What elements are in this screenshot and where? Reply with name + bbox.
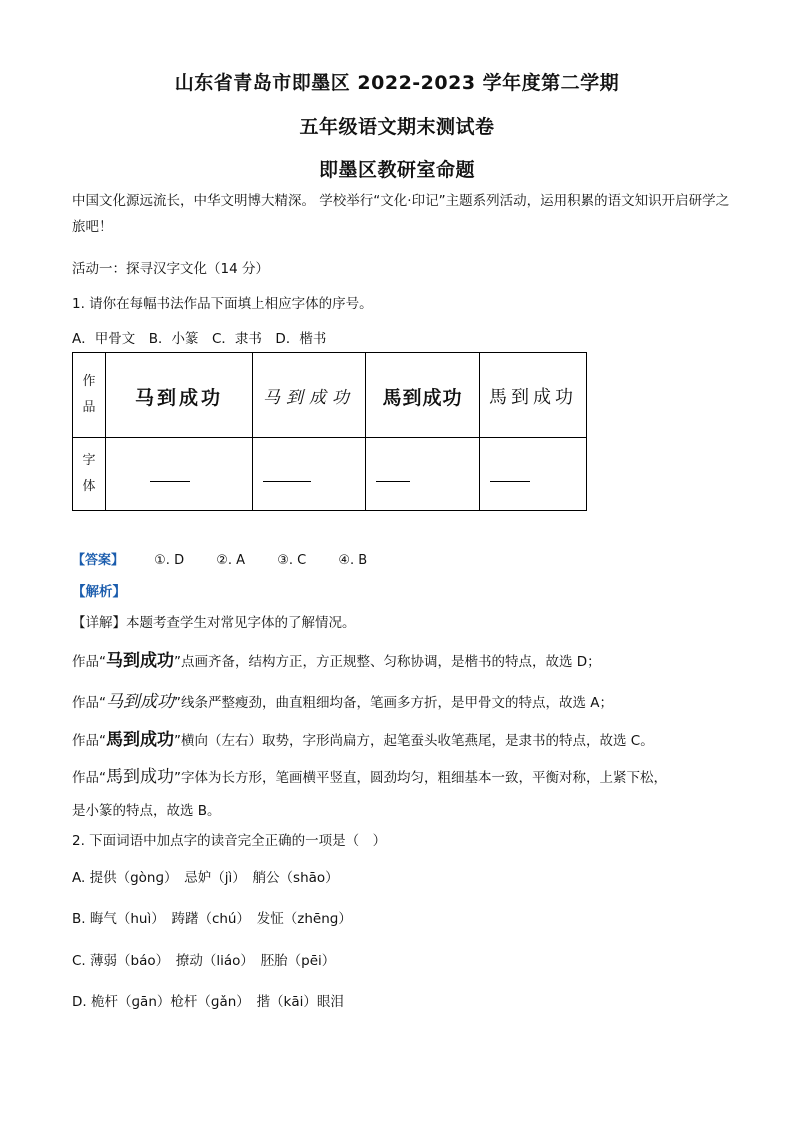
page-title: 山东省青岛市即墨区 2022-2023 学年度第二学期	[174, 72, 620, 94]
work-kaishu	[106, 353, 253, 438]
answer-blank-4[interactable]	[480, 438, 587, 511]
inline-work-1: 马到成功	[106, 651, 174, 671]
answer-blank-3[interactable]	[366, 438, 480, 511]
answer-blank-1[interactable]	[106, 438, 253, 511]
calligraphy-work-2: 马到成功	[263, 388, 355, 408]
page-subtitle: 五年级语文期末测试卷	[299, 116, 495, 138]
intro-paragraph: 中国文化源远流长，中华文明博大精深。 学校举行“文化·印记”主题系列活动，运用积累的语文知识开启研学之旅吧！	[72, 193, 730, 235]
calligraphy-work-3: 馬到成功	[382, 387, 463, 409]
activity-heading: 活动一：探寻汉字文化（14 分）	[72, 261, 269, 277]
calligraphy-work-4: 馬到成功	[489, 387, 577, 408]
answer-row	[72, 549, 367, 568]
answer-label: 【答案】	[72, 553, 125, 568]
calligraphy-work-1: 马到成功	[134, 387, 223, 409]
calligraphy-table	[72, 352, 587, 511]
inline-work-2: 马到成功	[106, 692, 174, 712]
work-jiaguwen	[253, 353, 366, 438]
answer-2: ②. A	[216, 553, 246, 568]
inline-work-4: 馬到成功	[106, 767, 174, 787]
q2-option-b: B. 晦气（huì） 踌躇（chú） 发怔（zhēnɡ）	[72, 911, 352, 927]
question-1-stem: 1. 请你在每幅书法作品下面填上相应字体的序号。	[72, 296, 373, 312]
question-2-stem: 2. 下面词语中加点字的读音完全正确的一项是（ ）	[72, 833, 387, 849]
answer-4: ④. B	[338, 553, 368, 568]
page-author: 即墨区教研室命题	[318, 159, 475, 181]
analysis-label: 【解析】	[72, 584, 126, 600]
q2-option-d: D. 桅杆（ɡān）枪杆（ɡǎn） 揩（kāi）眼泪	[72, 994, 344, 1010]
explanation-tail: 是小篆的特点，故选 B。	[72, 803, 221, 819]
table-header-works: 作 品	[73, 353, 106, 438]
work-lishu	[366, 353, 480, 438]
explanation-3: 作品“馬到成功”横向（左右）取势，字形尚扁方，起笔蚕头收笔燕尾，是隶书的特点，故选 C。	[72, 730, 654, 750]
explanation-4: 作品“馬到成功”字体为长方形，笔画横平竖直，圆劲均匀，粗细基本一致，平衡对称，上紧下松，	[72, 767, 667, 787]
table-header-font: 字 体	[73, 438, 106, 511]
q2-option-a: A. 提供（gònɡ） 忌妒（jì） 艄公（shāo）	[72, 870, 339, 886]
detail-line: 【详解】本题考查学生对常见字体的了解情况。	[72, 615, 356, 631]
answer-3: ③. C	[277, 553, 307, 568]
q2-option-c: C. 薄弱（báo） 撩动（liáo） 胚胎（pēi）	[72, 953, 336, 969]
inline-work-3: 馬到成功	[106, 730, 174, 750]
question-1-options: A．甲骨文 B．小篆 C．隶书 D．楷书	[72, 331, 327, 347]
explanation-1: 作品“马到成功”点画齐备，结构方正，方正规整、匀称协调，是楷书的特点，故选 D；	[72, 651, 601, 671]
answer-blank-2[interactable]	[253, 438, 366, 511]
explanation-2: 作品“马到成功”线条严整瘦劲，曲直粗细均备，笔画多方折，是甲骨文的特点，故选 A；	[72, 692, 614, 712]
work-xiaozhuan	[480, 353, 587, 438]
answer-1: ①. D	[154, 553, 185, 568]
